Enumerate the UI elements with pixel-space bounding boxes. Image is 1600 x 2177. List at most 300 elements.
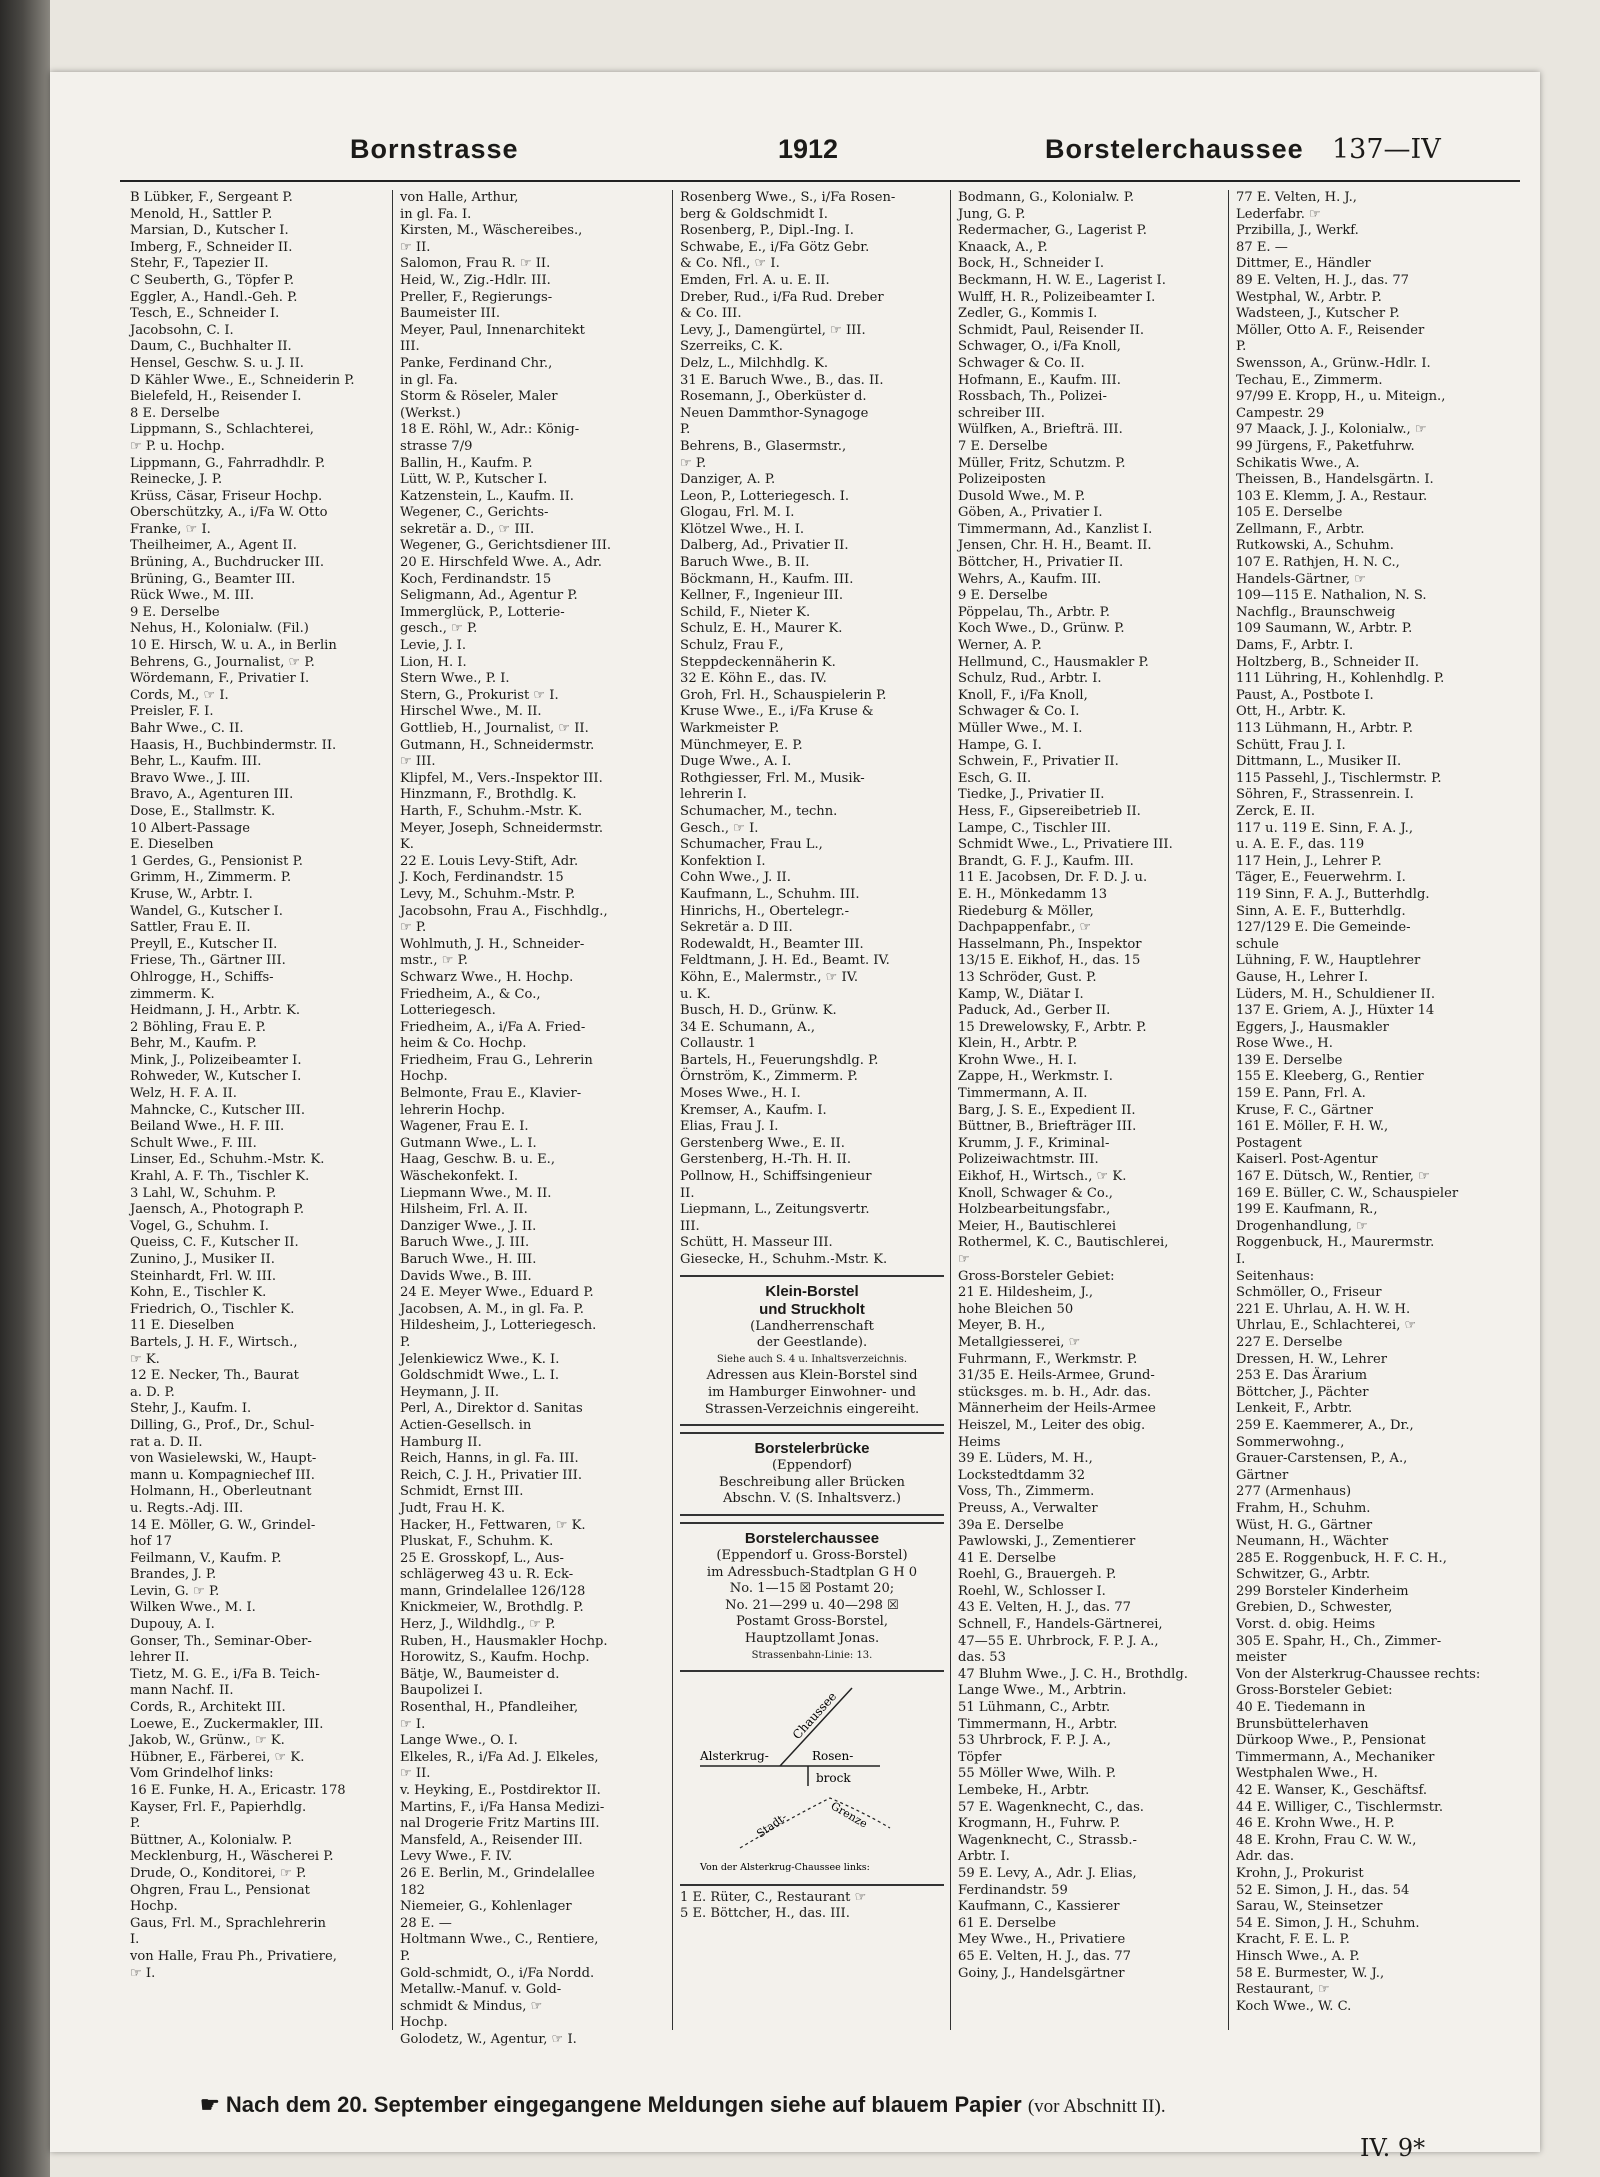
directory-entry: Fuhrmann, F., Werkmstr. P.: [958, 1351, 1138, 1367]
directory-entry: schlägerweg 43 u. R. Eck-: [400, 1567, 574, 1583]
directory-entry: ☞ I.: [130, 1965, 156, 1981]
header-rule: [120, 180, 1520, 182]
directory-entry: Vorst. d. obig. Heims: [1236, 1617, 1376, 1633]
directory-entry: 28 E. —: [400, 1915, 452, 1931]
directory-entry: Metallw.-Manuf. v. Gold-: [400, 1982, 562, 1998]
directory-entry: Martins, F., i/Fa Hansa Medizi-: [400, 1799, 605, 1815]
directory-entry: Jaensch, A., Photograph P.: [130, 1202, 305, 1218]
directory-entry: Meyer, Paul, Innenarchitekt: [400, 322, 585, 338]
directory-entry: Dittmer, E., Händler: [1236, 256, 1371, 272]
directory-entry: 305 E. Spahr, H., Ch., Zimmer-: [1236, 1633, 1442, 1649]
directory-entry: Redermacher, G., Lagerist P.: [958, 223, 1147, 239]
box-text: im Hamburger Einwohner- und: [707, 1384, 916, 1400]
directory-entry: Heims: [958, 1434, 1001, 1450]
directory-entry: Hensel, Geschw. S. u. J. II.: [130, 355, 304, 371]
directory-entry: Brüning, G., Beamter III.: [130, 571, 296, 587]
directory-entry: Marsian, D., Kutscher I.: [130, 223, 289, 239]
directory-entry: Eggers, J., Hausmakler: [1236, 1019, 1389, 1035]
borstelerchaussee-box: [680, 1522, 944, 1672]
directory-entry: 46 E. Krohn Wwe., H. P.: [1236, 1816, 1395, 1832]
directory-entry: Steinhardt, Frl. W. III.: [130, 1268, 277, 1284]
directory-entry: Lüders, M. H., Schuldiener II.: [1236, 986, 1435, 1002]
directory-entry: berg & Goldschmidt I.: [680, 206, 828, 222]
directory-entry: Bock, H., Schneider I.: [958, 256, 1104, 272]
directory-entry: 89 E. Velten, H. J., das. 77: [1236, 272, 1410, 288]
directory-entry: Heiszel, M., Leiter des obig.: [958, 1417, 1146, 1433]
box-title: Borstelerchaussee: [744, 1529, 880, 1547]
directory-entry: Müller Wwe., M. I.: [958, 721, 1083, 736]
directory-entry: Örnström, K., Zimmerm. P.: [680, 1069, 858, 1085]
directory-entry: Wadsteen, J., Kutscher P.: [1236, 306, 1400, 322]
directory-entry: Kruse Wwe., E., i/Fa Kruse &: [680, 704, 874, 720]
directory-column-1: [130, 190, 386, 2030]
directory-entry: Böckmann, H., Kaufm. III.: [680, 571, 854, 587]
directory-entry: Collaustr. 1: [680, 1036, 756, 1052]
directory-entry: 22 E. Louis Levy-Stift, Adr.: [400, 853, 579, 869]
directory-entry: Timmermann, Ad., Kanzlist I.: [958, 521, 1153, 537]
directory-entry: Storm & Röseler, Maler: [400, 389, 558, 405]
directory-entry: Jacobsohn, Frau A., Fischhdlg.,: [400, 903, 608, 919]
directory-entry: 34 E. Schumann, A.,: [680, 1019, 816, 1035]
street-left-heading: Bornstrasse: [350, 134, 519, 164]
directory-entry: Beckmann, H. W. E., Lagerist I.: [958, 272, 1166, 288]
directory-entry: Rosenthal, H., Pfandleiher,: [400, 1700, 579, 1716]
directory-entry: Jacobsohn, C. I.: [130, 322, 234, 338]
directory-entry: lehrer II.: [130, 1650, 190, 1666]
directory-entry: 32 E. Köhn E., das. IV.: [680, 671, 827, 687]
directory-entry: sekretär a. D., ☞ III.: [400, 521, 535, 537]
directory-entry: Niemeier, G., Kohlenlager: [400, 1899, 572, 1915]
directory-entry: 77 E. Velten, H. J.,: [1236, 190, 1357, 205]
directory-entry: 9 E. Derselbe: [958, 588, 1048, 604]
box-text: Adressen aus Klein-Borstel sind: [706, 1368, 918, 1384]
directory-entry: 13 Schröder, Gust. P.: [958, 969, 1097, 985]
directory-entry: 24 E. Meyer Wwe., Eduard P.: [400, 1285, 594, 1301]
directory-entry: Sommerwohng.,: [1236, 1434, 1345, 1450]
directory-entry: Bartels, J. H. F., Wirtsch.,: [130, 1334, 298, 1350]
directory-entry: Zedler, G., Kommis I.: [958, 306, 1098, 322]
directory-entry: Klein, H., Arbtr. P.: [958, 1036, 1078, 1052]
directory-entry: Holmann, H., Oberleutnant: [130, 1484, 312, 1500]
directory-entry: Ruben, H., Hausmakler Hochp.: [400, 1633, 608, 1649]
directory-entry: ☞ P.: [680, 455, 707, 471]
directory-entry: 31/35 E. Heils-Armee, Grund-: [958, 1368, 1155, 1384]
directory-entry: Dilling, G., Prof., Dr., Schul-: [130, 1417, 315, 1433]
directory-entry: Ohlrogge, H., Schiffs-: [130, 969, 274, 985]
directory-entry: Levy Wwe., F. IV.: [400, 1849, 513, 1865]
directory-entry: Werner, A. P.: [958, 638, 1042, 654]
directory-entry: Hampe, G. I.: [958, 737, 1042, 753]
directory-entry: Roehl, W., Schlosser I.: [958, 1583, 1106, 1599]
directory-entry: Heidmann, J. H., Arbtr. K.: [130, 1003, 301, 1019]
directory-entry: B Lübker, F., Sergeant P.: [130, 190, 293, 205]
directory-entry: 199 E. Kaufmann, R.,: [1236, 1202, 1378, 1218]
directory-entry: Voss, Th., Zimmerm.: [958, 1484, 1095, 1500]
directory-entry: Schütt, Frau J. I.: [1236, 737, 1346, 753]
directory-entry: Elkeles, R., i/Fa Ad. J. Elkeles,: [400, 1749, 599, 1765]
directory-entry: Behrens, B., Glasermstr.,: [680, 438, 847, 454]
directory-entry: Heymann, J. II.: [400, 1384, 500, 1400]
directory-entry: Pöppelau, Th., Arbtr. P.: [958, 604, 1110, 620]
directory-entry: Stehr, F., Tapezier II.: [130, 256, 269, 272]
directory-entry: Drogenhandlung, ☞: [1236, 1218, 1368, 1234]
directory-entry: Baruch Wwe., H. III.: [400, 1252, 537, 1267]
directory-entry: Hamburg II.: [400, 1434, 482, 1450]
directory-column-5: [1236, 190, 1516, 2030]
directory-entry: Sekretär a. D III.: [680, 920, 793, 936]
directory-entry: Eikhof, H., Wirtsch., ☞ K.: [958, 1169, 1127, 1185]
directory-entry: Imberg, F., Schneider II.: [130, 239, 293, 255]
sketch-caption: Von der Alsterkrug-Chaussee links:: [700, 1862, 870, 1874]
directory-entry: 11 E. Jacobsen, Dr. F. D. J. u.: [958, 870, 1148, 886]
directory-entry: Hacker, H., Fettwaren, ☞ K.: [400, 1517, 586, 1533]
directory-entry: Roggenbuck, H., Maurermstr.: [1236, 1235, 1435, 1251]
box-text: (Landherrenschaft: [750, 1318, 874, 1334]
directory-entry: Lederfabr. ☞: [1236, 206, 1321, 222]
directory-entry: Hirschel Wwe., M. II.: [400, 704, 542, 720]
directory-entry: Schwager, O., i/Fa Knoll,: [958, 339, 1121, 355]
directory-entry: Schulz, E. H., Maurer K.: [680, 621, 843, 637]
borstelerbruecke-box: [680, 1432, 944, 1516]
directory-entry: Sarau, W., Steinsetzer: [1236, 1899, 1383, 1915]
directory-entry: 40 E. Tiedemann in: [1236, 1700, 1366, 1716]
directory-entry: Feldtmann, J. H. Ed., Beamt. IV.: [680, 953, 890, 969]
directory-entry: Immerglück, P., Lotterie-: [400, 604, 565, 620]
box-text: No. 1—15 ☒ Postamt 20;: [729, 1581, 895, 1597]
directory-entry: Müller, Fritz, Schutzm. P.: [958, 455, 1126, 471]
directory-entry: 137 E. Griem, A. J., Hüxter 14: [1236, 1003, 1435, 1019]
directory-entry: Jensen, Chr. H. H., Beamt. II.: [958, 538, 1152, 554]
directory-entry: Neuen Dammthor-Synagoge: [680, 405, 869, 421]
directory-entry: Seligmann, Ad., Agentur P.: [400, 588, 578, 604]
sketch-label: brock: [816, 1771, 851, 1786]
directory-entry: Lange Wwe., M., Arbtrin.: [958, 1683, 1127, 1699]
directory-entry: 41 E. Derselbe: [958, 1550, 1056, 1566]
directory-entry: Koch, Ferdinandstr. 15: [400, 571, 552, 587]
directory-entry: Heid, W., Zig.-Hdlr. III.: [400, 272, 551, 288]
directory-entry: Mink, J., Polizeibeamter I.: [130, 1052, 302, 1068]
directory-entry: Dressen, H. W., Lehrer: [1236, 1351, 1387, 1367]
directory-entry: Adr. das.: [1236, 1849, 1295, 1865]
directory-entry: von Halle, Arthur,: [400, 190, 519, 205]
directory-entry: Hellmund, C., Hausmakler P.: [958, 654, 1149, 670]
directory-entry: Baumeister III.: [400, 306, 501, 322]
directory-entry: Lippmann, G., Fahrradhdlr. P.: [130, 455, 326, 471]
directory-entry: Rosenberg Wwe., S., i/Fa Rosen-: [680, 190, 896, 205]
directory-entry: in gl. Fa.: [400, 372, 458, 388]
directory-entry: Klötzel Wwe., H. I.: [680, 521, 805, 537]
directory-entry: Hochp.: [400, 1069, 448, 1085]
directory-entry: Gonser, Th., Seminar-Ober-: [130, 1633, 312, 1649]
directory-entry: Holzbearbeitungsfabr.,: [958, 1202, 1111, 1218]
directory-entry: Rosemann, J., Oberküster d.: [680, 389, 867, 405]
directory-entry: Duge Wwe., A. I.: [680, 754, 792, 770]
directory-entry: Handels-Gärtner, ☞: [1236, 571, 1366, 587]
directory-entry: Hochp.: [400, 2015, 448, 2031]
directory-entry: Franke, ☞ I.: [130, 521, 211, 537]
box-text: Strassen-Verzeichnis eingereiht.: [704, 1401, 920, 1417]
directory-entry: Knaack, A., P.: [958, 239, 1048, 255]
directory-entry: Arbtr. I.: [958, 1849, 1010, 1865]
directory-entry: Roehl, G., Brauergeh. P.: [958, 1567, 1117, 1583]
directory-entry: Loewe, E., Zuckermakler, III.: [130, 1716, 324, 1732]
directory-entry: Techau, E., Zimmerm.: [1236, 372, 1383, 388]
directory-entry: Lockstedtdamm 32: [958, 1467, 1086, 1483]
directory-entry: Tesch, E., Schneider I.: [130, 306, 280, 322]
directory-entry: Kaufmann, C., Kassierer: [958, 1899, 1120, 1915]
directory-entry: Preisler, F. I.: [130, 704, 214, 720]
directory-entry: Schumacher, M., techn.: [680, 803, 838, 819]
directory-entry: ☞ P.: [400, 920, 427, 936]
directory-entry: Meyer, Joseph, Schneidermstr.: [400, 820, 604, 836]
directory-entry: Wagenknecht, C., Strassb.-: [958, 1832, 1137, 1848]
directory-entry: Schmidt Wwe., L., Privatiere III.: [958, 837, 1173, 853]
directory-entry: Polizeiposten: [958, 472, 1046, 488]
directory-entry: Gerstenberg, H.-Th. H. II.: [680, 1152, 852, 1168]
box-text: der Geestlande).: [756, 1335, 868, 1351]
directory-entry: 31 E. Baruch Wwe., B., das. II.: [680, 372, 884, 388]
page-header: [50, 134, 1540, 178]
directory-entry: Pollnow, H., Schiffsingenieur: [680, 1169, 872, 1185]
directory-entry: Kohn, E., Tischler K.: [130, 1285, 267, 1301]
directory-entry: Schikatis Wwe., A.: [1236, 455, 1360, 471]
directory-entry: 161 E. Möller, F. H. W.,: [1236, 1119, 1389, 1135]
directory-entry: 58 E. Burmester, W. J.,: [1236, 1965, 1385, 1981]
directory-entry: Queiss, C. F., Kutscher II.: [130, 1235, 299, 1251]
directory-entry: Böttcher, J., Pächter: [1236, 1384, 1369, 1400]
directory-entry: & Co. III.: [680, 306, 742, 322]
directory-entry: P.: [680, 422, 691, 438]
directory-entry: Welz, H. F. A. II.: [130, 1086, 237, 1102]
directory-entry: Campestr. 29: [1236, 405, 1325, 421]
directory-entry: Gutmann, H., Schneidermstr.: [400, 737, 595, 753]
directory-entry: Menold, H., Sattler P.: [130, 206, 273, 222]
year-heading: 1912: [778, 134, 839, 164]
directory-entry: Rodewaldt, H., Beamter III.: [680, 936, 864, 952]
directory-entry: Postagent: [1236, 1135, 1302, 1151]
directory-entry: ☞ III.: [400, 754, 436, 770]
directory-entry: Schwabe, E., i/Fa Götz Gebr.: [680, 239, 870, 255]
directory-entry: Neumann, H., Wächter: [1236, 1534, 1389, 1550]
directory-entry: Schütt, H. Masseur III.: [680, 1235, 833, 1251]
directory-entry: Bravo, A., Agenturen III.: [130, 787, 294, 803]
directory-entry: ☞ II.: [400, 239, 431, 255]
directory-entry: Wäschekonfekt. I.: [400, 1169, 519, 1185]
directory-entry: 105 E. Derselbe: [1236, 505, 1343, 521]
directory-entry: Holtzberg, B., Schneider II.: [1236, 654, 1420, 670]
directory-entry: 169 E. Büller, C. W., Schauspieler: [1236, 1185, 1459, 1201]
directory-entry: Wülfken, A., Briefträ. III.: [958, 422, 1123, 438]
box-text: Abschn. V. (S. Inhaltsverz.): [722, 1491, 902, 1507]
directory-entry: Wagener, Frau E. I.: [400, 1119, 529, 1135]
directory-entry: Lütt, W. P., Kutscher I.: [400, 472, 548, 488]
directory-entry: Bahr Wwe., C. II.: [130, 721, 244, 736]
sheet-signature: IV. 9*: [1360, 2134, 1426, 2162]
directory-entry: Kellner, F., Ingenieur III.: [680, 588, 844, 604]
directory-entry: Schulz, Rud., Arbtr. I.: [958, 671, 1102, 687]
directory-entry: nal Drogerie Fritz Martins III.: [400, 1816, 600, 1832]
directory-entry: Westphalen Wwe., H.: [1236, 1766, 1378, 1782]
directory-entry: Gold-schmidt, O., i/Fa Nordd.: [400, 1965, 595, 1981]
directory-entry: 259 E. Kaemmerer, A., Dr.,: [1236, 1417, 1414, 1433]
directory-entry: gesch., ☞ P.: [400, 621, 478, 637]
directory-entry: 51 Lühmann, C., Arbtr.: [958, 1700, 1111, 1716]
directory-entry: Von der Alsterkrug-Chaussee rechts:: [1236, 1666, 1481, 1682]
directory-entry: Vom Grindelhof links:: [130, 1766, 274, 1782]
directory-entry: 52 E. Simon, J. H., das. 54: [1236, 1882, 1410, 1898]
directory-entry: Schnell, F., Handels-Gärtnerei,: [958, 1617, 1163, 1633]
directory-entry: Ferdinandstr. 59: [958, 1882, 1068, 1898]
directory-entry: Preyll, E., Kutscher II.: [130, 936, 278, 952]
directory-entry: Timmermann, A. II.: [958, 1086, 1088, 1102]
directory-entry: Meier, H., Bautischlerei: [958, 1218, 1117, 1234]
directory-entry: Golodetz, W., Agentur, ☞ I.: [400, 2031, 577, 2047]
directory-entry: Cords, R., Architekt III.: [130, 1700, 286, 1716]
directory-entry: a. D. P.: [130, 1384, 175, 1400]
directory-entry: 285 E. Roggenbuck, H. F. C. H.,: [1236, 1550, 1447, 1566]
box-text: (Eppendorf u. Gross-Borstel): [716, 1547, 908, 1563]
directory-entry: Täger, E., Feuerwehrm. I.: [1236, 870, 1406, 886]
directory-entry: Krumm, J. F., Kriminal-: [958, 1135, 1110, 1151]
directory-entry: Daum, C., Buchhalter II.: [130, 339, 292, 355]
directory-entry: 10 E. Hirsch, W. u. A., in Berlin: [130, 638, 337, 654]
directory-entry: Baupolizei I.: [400, 1683, 483, 1699]
directory-entry: Liepmann Wwe., M. II.: [400, 1185, 552, 1201]
directory-entry: Rutkowski, A., Schuhm.: [1236, 538, 1394, 554]
directory-entry: 117 u. 119 E. Sinn, F. A. J.,: [1236, 820, 1414, 836]
directory-entry: Lühning, F. W., Hauptlehrer: [1236, 953, 1421, 969]
directory-entry: Drude, O., Konditorei, ☞ P.: [130, 1865, 307, 1881]
directory-entry: 61 E. Derselbe: [958, 1915, 1056, 1931]
directory-entry: 159 E. Pann, Frl. A.: [1236, 1086, 1366, 1102]
directory-entry: Kaufmann, L., Schuhm. III.: [680, 886, 860, 902]
directory-entry: Mansfeld, A., Reisender III.: [400, 1832, 583, 1848]
directory-entry: Paduck, Ad., Gerber II.: [958, 1003, 1111, 1019]
directory-entry: Feilmann, V., Kaufm. P.: [130, 1550, 282, 1566]
directory-entry: Theilheimer, A., Agent II.: [130, 538, 297, 554]
directory-entry: u. A. E. F., das. 119: [1236, 837, 1365, 853]
page-number: 137—IV: [1332, 134, 1441, 165]
directory-entry: 9 E. Derselbe: [130, 604, 220, 620]
directory-entry: Baruch Wwe., J. III.: [400, 1235, 530, 1251]
directory-entry: Judt, Frau H. K.: [400, 1500, 506, 1516]
directory-entry: Kamp, W., Diätar I.: [958, 986, 1084, 1002]
directory-entry: hohe Bleichen 50: [958, 1301, 1074, 1317]
directory-entry: 42 E. Wanser, K., Geschäftsf.: [1236, 1783, 1428, 1798]
column-divider: [950, 190, 951, 2030]
directory-entry: Levie, J. I.: [400, 638, 466, 654]
directory-entry: v. Heyking, E., Postdirektor II.: [400, 1783, 601, 1798]
directory-entry: 53 Uhrbrock, F. P. J. A.,: [958, 1733, 1111, 1749]
directory-entry: Pluskat, F., Schuhm. K.: [400, 1534, 554, 1550]
directory-entry: Schwager & Co. II.: [958, 355, 1085, 371]
directory-entry: Behr, M., Kaufm. P.: [130, 1036, 257, 1052]
directory-entry: Schumacher, Frau L.,: [680, 837, 823, 853]
directory-entry: Kayser, Frl. F., Papierhdlg.: [130, 1799, 307, 1815]
directory-entry: Grimm, H., Zimmerm. P.: [130, 870, 292, 886]
directory-entry: 7 E. Derselbe: [958, 438, 1048, 454]
directory-entry: 182: [400, 1882, 425, 1898]
list-item: 1 E. Rüter, C., Restaurant ☞: [680, 1889, 867, 1905]
directory-entry: K.: [400, 837, 414, 853]
directory-entry: Gärtner: [1236, 1467, 1289, 1483]
box-text: Strassenbahn-Linie: 13.: [751, 1649, 873, 1661]
directory-entry: 299 Borsteler Kinderheim: [1236, 1583, 1409, 1599]
directory-entry: ☞ P. u. Hochp.: [130, 438, 225, 454]
directory-entry: 59 E. Levy, A., Adr. J. Elias,: [958, 1865, 1137, 1881]
directory-entry: stücksges. m. b. H., Adr. das.: [958, 1384, 1151, 1400]
street-right-heading: Borstelerchaussee: [1045, 134, 1304, 164]
directory-entry: Büttner, B., Briefträger III.: [958, 1119, 1137, 1135]
directory-entry: Schmöller, O., Friseur: [1236, 1285, 1382, 1301]
directory-entry: III.: [680, 1218, 700, 1234]
directory-entry: 2 Böhling, Frau E. P.: [130, 1019, 266, 1035]
directory-entry: Krohn, J., Prokurist: [1236, 1865, 1364, 1881]
directory-entry: Lenkeit, F., Arbtr.: [1236, 1401, 1353, 1417]
directory-entry: 221 E. Uhrlau, A. H. W. H.: [1236, 1301, 1411, 1317]
directory-entry: Gross-Borsteler Gebiet:: [1236, 1683, 1393, 1699]
directory-entry: Ohgren, Frau L., Pensionat: [130, 1882, 310, 1898]
directory-entry: Konfektion I.: [680, 853, 766, 869]
directory-entry: III.: [400, 339, 420, 355]
directory-entry: u. K.: [680, 986, 711, 1002]
directory-entry: Behrens, G., Journalist, ☞ P.: [130, 654, 315, 670]
directory-entry: Rosenberg, P., Dipl.-Ing. I.: [680, 223, 854, 239]
directory-entry: 107 E. Rathjen, H. N. C.,: [1236, 555, 1400, 571]
directory-entry: C Seuberth, G., Töpfer P.: [130, 272, 295, 288]
directory-entry: 54 E. Simon, J. H., Schuhm.: [1236, 1915, 1420, 1931]
directory-entry: Timmermann, A., Mechaniker: [1236, 1749, 1435, 1765]
directory-entry: Danziger, A. P.: [680, 472, 776, 488]
directory-entry: Stehr, J., Kaufm. I.: [130, 1401, 252, 1417]
directory-entry: Lange Wwe., O. I.: [400, 1733, 518, 1749]
directory-entry: Rothgiesser, Frl. M., Musik-: [680, 770, 865, 786]
directory-entry: Brandes, J. P.: [130, 1567, 217, 1583]
directory-entry: Timmermann, H., Arbtr.: [958, 1716, 1118, 1732]
directory-entry: Polizeiwachtmstr. III.: [958, 1152, 1099, 1168]
directory-entry: 65 E. Velten, H. J., das. 77: [958, 1948, 1132, 1964]
directory-entry: Münchmeyer, E. P.: [680, 737, 803, 753]
directory-entry: Gaus, Frl. M., Sprachlehrerin: [130, 1915, 326, 1931]
directory-entry: Herz, J., Wildhdlg., ☞ P.: [400, 1617, 556, 1633]
directory-entry: 155 E. Kleeberg, G., Rentier: [1236, 1069, 1424, 1085]
box-text: Postamt Gross-Borstel,: [735, 1614, 889, 1630]
box-text: No. 21—299 u. 40—298 ☒: [725, 1597, 899, 1613]
directory-entry: Büttner, A., Kolonialw. P.: [130, 1832, 293, 1848]
directory-entry: 10 Albert-Passage: [130, 820, 250, 836]
directory-entry: Bravo Wwe., J. III.: [130, 770, 251, 786]
directory-entry: Jacobsen, A. M., in gl. Fa. P.: [400, 1301, 584, 1317]
directory-entry: Seitenhaus:: [1236, 1268, 1315, 1284]
directory-entry: 15 Drewelowsky, F., Arbtr. P.: [958, 1019, 1147, 1035]
directory-entry: 18 E. Röhl, W., Adr.: König-: [400, 422, 580, 438]
directory-entry: 8 E. Derselbe: [130, 405, 220, 421]
directory-entry: Beiland Wwe., H. F. III.: [130, 1119, 285, 1135]
directory-entry: rat a. D. II.: [130, 1434, 203, 1450]
directory-entry: Wandel, G., Kutscher I.: [130, 903, 283, 919]
directory-entry: 113 Lühmann, H., Arbtr. P.: [1236, 721, 1413, 736]
box-text: Beschreibung aller Brücken: [719, 1474, 905, 1490]
directory-entry: Lembeke, H., Arbtr.: [958, 1783, 1090, 1798]
directory-entry: Möller, Otto A. F., Reisender: [1236, 322, 1425, 338]
directory-entry: Restaurant, ☞: [1236, 1982, 1330, 1998]
directory-entry: lehrerin I.: [680, 787, 747, 803]
directory-entry: 111 Lühring, H., Kohlenhdlg. P.: [1236, 671, 1445, 687]
directory-entry: Paust, A., Postbote I.: [1236, 687, 1374, 703]
directory-entry: von Halle, Frau Ph., Privatiere,: [130, 1948, 337, 1964]
directory-entry: Hinrichs, H., Obertelegr.-: [680, 903, 850, 919]
directory-entry: 99 Jürgens, F., Paketfuhrw.: [1236, 438, 1415, 454]
